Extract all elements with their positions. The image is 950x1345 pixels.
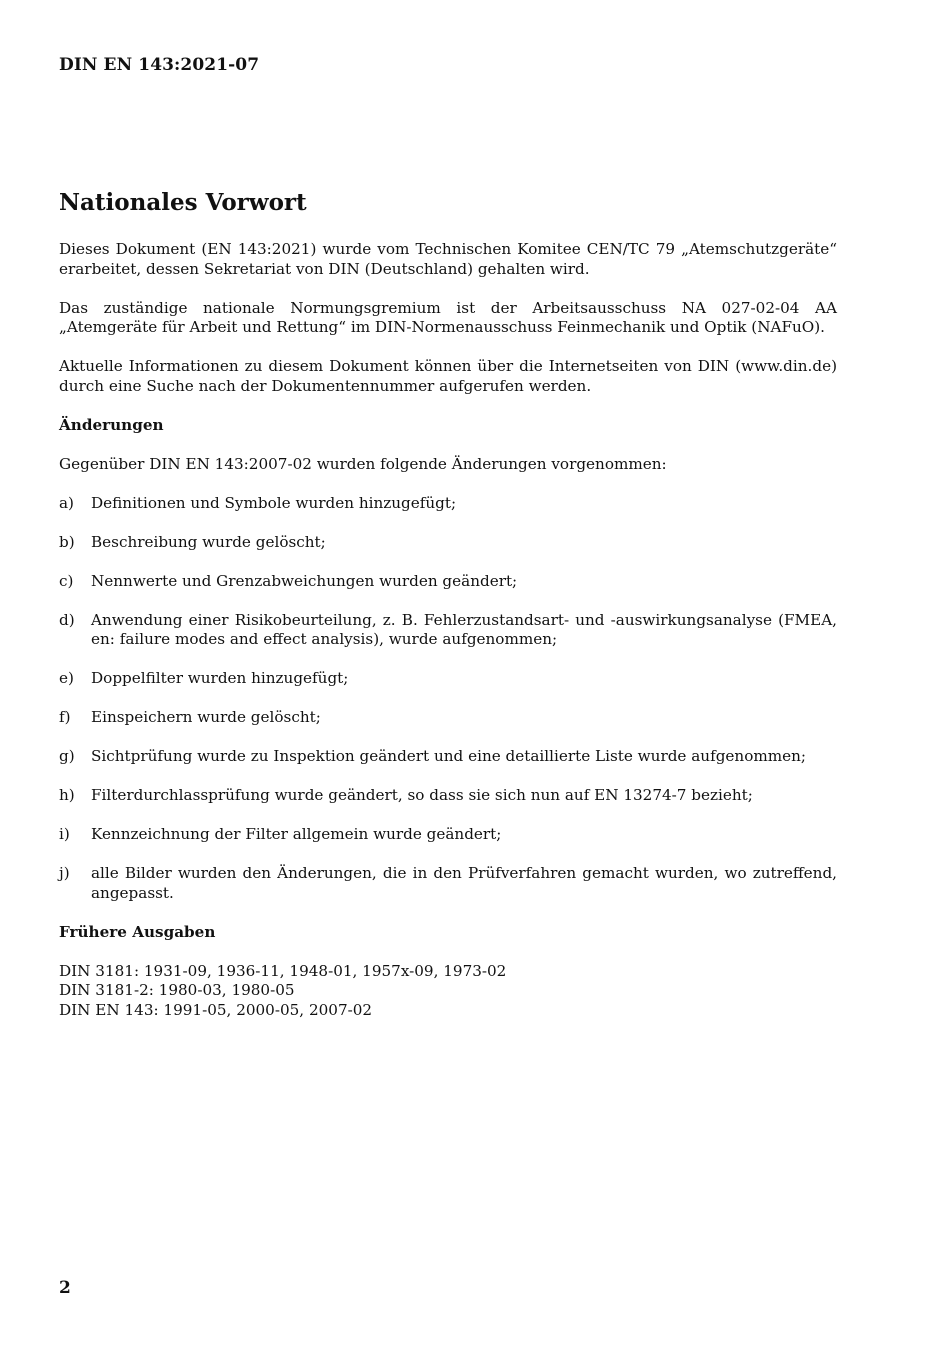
- list-item: [59, 786, 837, 806]
- list-item: [59, 864, 837, 903]
- list-item-label: e): [59, 669, 74, 688]
- page-number: 2: [59, 1278, 71, 1298]
- paragraph-information: Aktuelle Informationen zu diesem Dokument können über die Internetseiten von DIN (www.din.de) durch eine Suche nach der Dokumentennummer aufgerufen werden.: [59, 357, 837, 395]
- paragraph-committee: Dieses Dokument (EN 143:2021) wurde vom Technischen Komitee CEN/TC 79 „Atemschutzgeräte“ erarbeitet, dessen Sekretariat von DIN (Deutschland) gehalten wird.: [59, 240, 837, 278]
- changes-intro: Gegenüber DIN EN 143:2007-02 wurden folgende Änderungen vorgenommen:: [59, 454, 667, 473]
- paragraph-standards-body: Das zuständige nationale Normungsgremium ist der Arbeitsausschuss NA 027-02-04 AA „Atemgeräte für Arbeit und Rettung“ im DIN-Normenausschuss Feinmechanik und Optik (NAFuO).: [59, 298, 837, 337]
- list-item-text: Filterdurchlassprüfung wurde geändert, so dass sie sich nun auf EN 13274-7 bezieht;: [91, 786, 753, 805]
- document-page: [59, 0, 837, 1345]
- foreword-content: [59, 240, 837, 1021]
- list-item-label: g): [59, 747, 75, 766]
- list-item-text: Doppelfilter wurden hinzugefügt;: [91, 669, 349, 688]
- list-item-label: c): [59, 571, 74, 590]
- changes-heading: Änderungen: [59, 415, 164, 434]
- editions-list: [59, 962, 837, 1021]
- list-item-label: a): [59, 493, 74, 512]
- list-item-text: Nennwerte und Grenzabweichungen wurden geändert;: [91, 571, 518, 590]
- list-item-text: alle Bilder wurden den Änderungen, die in den Prüfverfahren gemacht wurden, wo zutreffend, angepasst.: [91, 864, 837, 902]
- list-item-text: Definitionen und Symbole wurden hinzugefügt;: [91, 493, 457, 512]
- list-item-text: Anwendung einer Risikobeurteilung, z. B. Fehlerzustandsart- und -auswirkungsanalyse (FMEA, en: failure modes and effect analysis), wurde aufgenommen;: [91, 610, 837, 649]
- changes-list: [59, 494, 837, 904]
- list-item-text: Kennzeichnung der Filter allgemein wurde geändert;: [91, 825, 502, 844]
- list-item: [59, 747, 837, 767]
- list-item: [59, 825, 837, 845]
- list-item-label: j): [59, 864, 70, 883]
- list-item-label: h): [59, 786, 75, 805]
- list-item-label: d): [59, 610, 75, 629]
- editions-heading: Frühere Ausgaben: [59, 922, 216, 941]
- list-item: [59, 669, 837, 689]
- edition-line: DIN 3181-2: 1980-03, 1980-05: [59, 981, 295, 1000]
- edition-line: DIN 3181: 1931-09, 1936-11, 1948-01, 1957x-09, 1973-02: [59, 961, 507, 980]
- list-item-label: b): [59, 532, 75, 551]
- edition-line: DIN EN 143: 1991-05, 2000-05, 2007-02: [59, 1000, 373, 1019]
- list-item: [59, 611, 837, 650]
- list-item: [59, 533, 837, 553]
- list-item: [59, 494, 837, 514]
- list-item: [59, 572, 837, 592]
- list-item-text: Sichtprüfung wurde zu Inspektion geändert und eine detaillierte Liste wurde aufgenommen;: [91, 747, 807, 766]
- document-id-header: DIN EN 143:2021-07: [59, 55, 260, 75]
- list-item-label: f): [59, 708, 71, 727]
- list-item-label: i): [59, 825, 70, 844]
- list-item: [59, 708, 837, 728]
- list-item-text: Einspeichern wurde gelöscht;: [91, 708, 321, 727]
- list-item-text: Beschreibung wurde gelöscht;: [91, 532, 326, 551]
- page-title: Nationales Vorwort: [59, 189, 307, 216]
